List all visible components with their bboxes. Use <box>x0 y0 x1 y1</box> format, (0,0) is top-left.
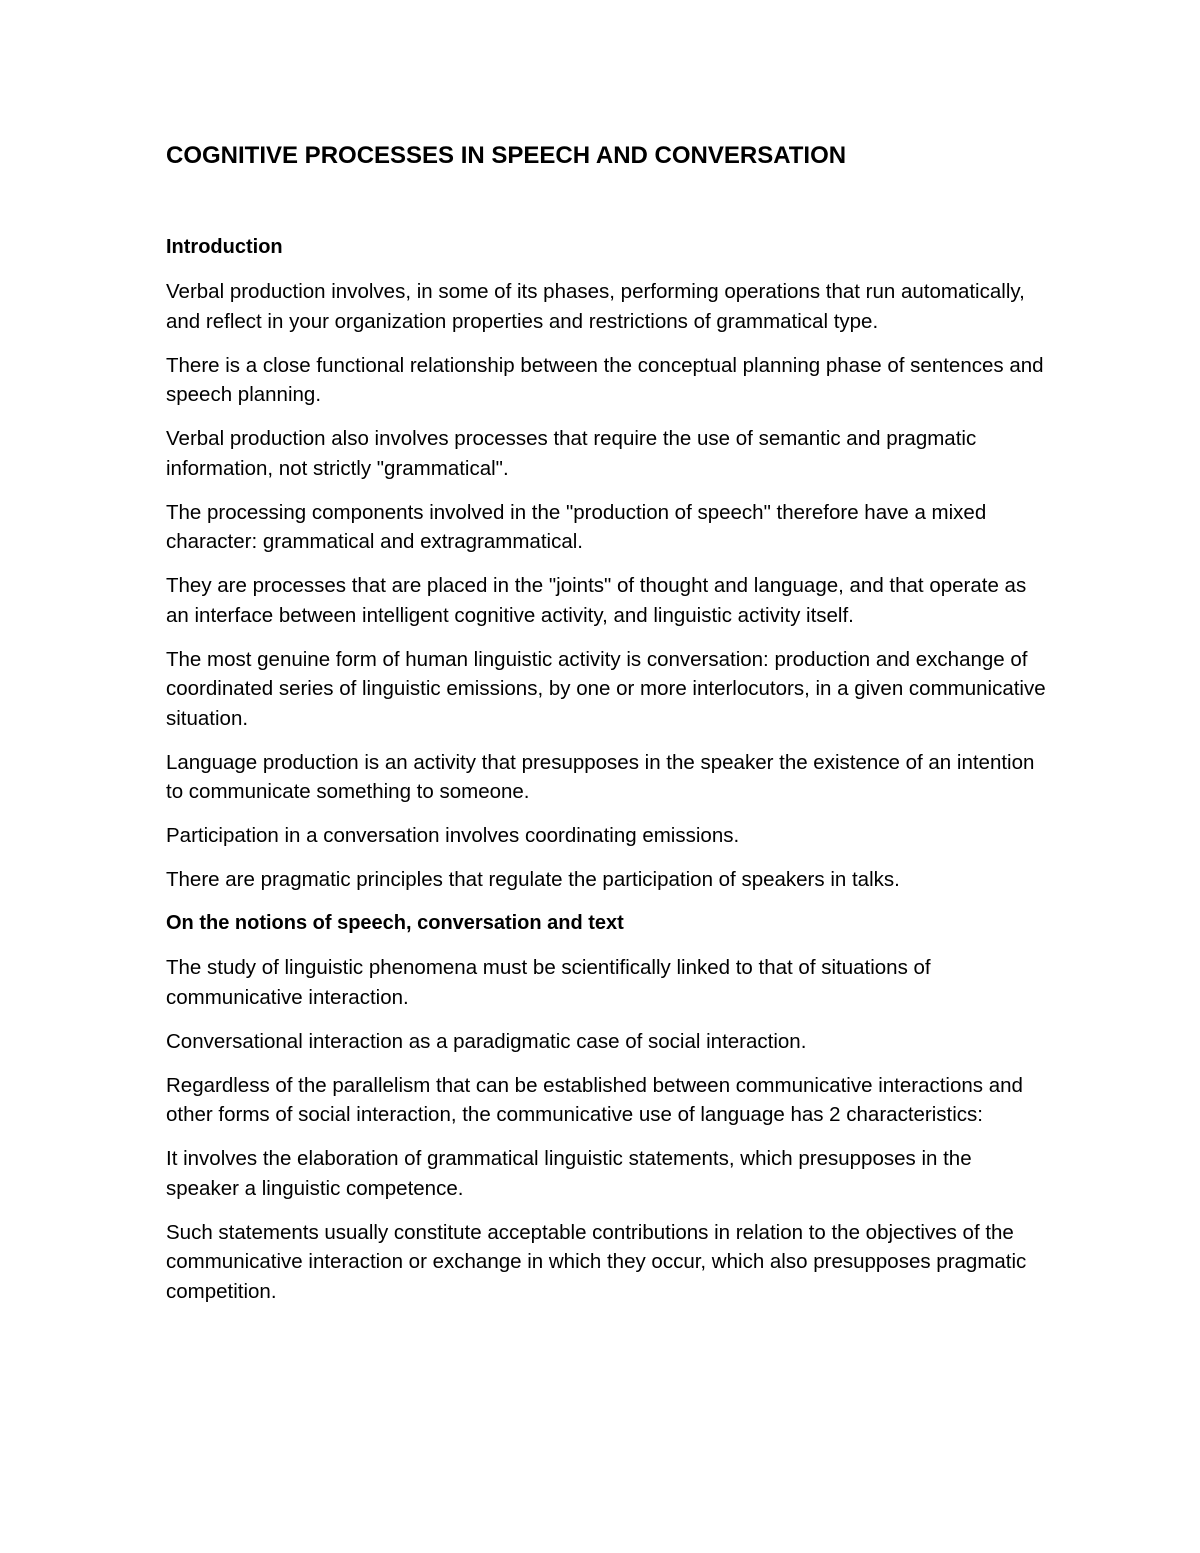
paragraph: Verbal production also involves processes that require the use of semantic and pragmatic information, not strictly "grammatical". <box>166 427 977 480</box>
document-body <box>166 141 1046 1321</box>
paragraph: There is a close functional relationship between the conceptual planning phase of sentences and speech planning. <box>166 353 1044 406</box>
paragraph: Regardless of the parallelism that can be established between communicative interactions and other forms of social interaction, the communicative use of language has 2 characteristics: <box>166 1073 1023 1126</box>
paragraph: The study of linguistic phenomena must be scientifically linked to that of situations of communicative interaction. <box>166 956 931 1009</box>
section-heading: On the notions of speech, conversation and text <box>166 912 624 934</box>
section-heading: Introduction <box>166 236 283 258</box>
paragraph: Such statements usually constitute acceptable contributions in relation to the objectives of the communicative interaction or exchange in which they occur, which also presupposes pragmatic competition. <box>166 1220 1027 1303</box>
paragraph: Verbal production involves, in some of its phases, performing operations that run automatically, and reflect in your organization properties and restrictions of grammatical type. <box>166 280 1025 333</box>
section-introduction <box>166 233 1046 895</box>
document-title: COGNITIVE PROCESSES IN SPEECH AND CONVERSATION <box>166 142 847 169</box>
paragraph: It involves the elaboration of grammatical linguistic statements, which presupposes in the speaker a linguistic competence. <box>166 1147 972 1200</box>
paragraph: Participation in a conversation involves coordinating emissions. <box>166 824 740 847</box>
paragraph: Conversational interaction as a paradigmatic case of social interaction. <box>166 1029 807 1053</box>
paragraph: Language production is an activity that presupposes in the speaker the existence of an intention to communicate something to someone. <box>166 750 1035 803</box>
paragraph: The most genuine form of human linguistic activity is conversation: production and exchange of coordinated series of linguistic emissions, by one or more interlocutors, in a given communicative situation. <box>166 647 1046 730</box>
section-notions <box>166 909 1046 1306</box>
paragraph: There are pragmatic principles that regulate the participation of speakers in talks. <box>166 868 900 891</box>
paragraph: They are processes that are placed in the "joints" of thought and language, and that operate as an interface between intelligent cognitive activity, and linguistic activity itself. <box>166 574 1027 627</box>
paragraph: The processing components involved in the "production of speech" therefore have a mixed character: grammatical and extragrammatical. <box>166 500 987 553</box>
